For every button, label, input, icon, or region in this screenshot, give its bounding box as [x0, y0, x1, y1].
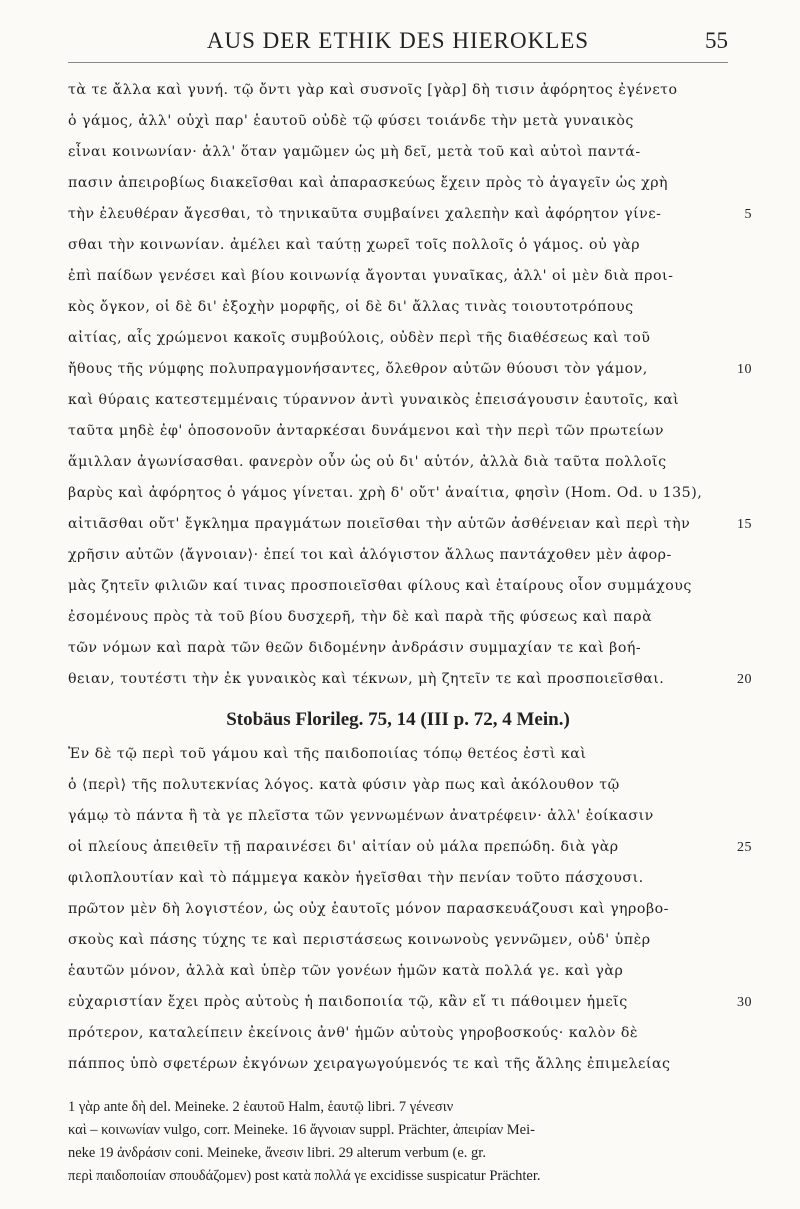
line-text: χρῆσιν αὐτῶν ⟨ἄγνοιαν⟩· ἐπεί τοι καὶ ἀλόγιστον ἄλλως παντάχοθεν μὲν ἀφορ-	[68, 547, 672, 563]
line-number: 15	[737, 517, 752, 532]
line-text: τὴν ἐλευθέραν ἄγεσθαι, τὸ τηνικαῦτα συμβαίνει χαλεπὴν καὶ ἀφόρητον γίνε-	[68, 206, 662, 222]
text-line	[68, 987, 752, 1018]
line-text: ἅμιλλαν ἀγωνίσασθαι. φανερὸν οὖν ὡς οὐ δι' αὑτόν, ἀλλὰ διὰ ταῦτα πολλοῖς	[68, 454, 667, 470]
line-text: θειαν, τουτέστι τὴν ἐκ γυναικὸς καὶ τέκνων, μὴ ζητεῖν τε καὶ προσποιεῖσθαι.	[68, 671, 665, 687]
line-number: 30	[737, 995, 752, 1010]
line-text: πάππος ὑπὸ σφετέρων ἐκγόνων χειραγωγούμενός τε καὶ τῆς ἄλλης ἐπιμελείας	[68, 1056, 671, 1072]
text-line	[68, 1049, 728, 1080]
line-text: πασιν ἀπειροβίως διακεῖσθαι καὶ ἀπαρασκεύως ἔχειν πρὸς τὸ ἀγαγεῖν ὡς χρὴ	[68, 175, 669, 191]
section-heading: Stobäus Florileg. 75, 14 (III p. 72, 4 Mein.)	[226, 709, 570, 730]
line-text: αἰτίας, αἷς χρώμενοι κακοῖς συμβούλοις, οὐδὲν περὶ τῆς διαθέσεως καὶ τοῦ	[68, 330, 651, 346]
text-line	[68, 292, 728, 323]
text-line	[68, 925, 728, 956]
line-text: σθαι τὴν κοινωνίαν. ἀμέλει καὶ ταύτῃ χωρεῖ τοῖς πολλοῖς ὁ γάμος. οὐ γὰρ	[68, 237, 641, 253]
line-number: 20	[737, 672, 752, 687]
text-line	[68, 770, 728, 801]
text-line	[68, 137, 728, 168]
line-text: εἶναι κοινωνίαν· ἀλλ' ὅταν γαμῶμεν ὡς μὴ δεῖ, μετὰ τοῦ καὶ αὐτοὶ παντά-	[68, 144, 641, 160]
footnote-line: neke 19 ἀνδράσιν coni. Meineke, ἄνεσιν libri. 29 alterum verbum (e. gr.	[68, 1145, 486, 1161]
line-text: γάμῳ τὸ πάντα ἢ τὰ γε πλεῖστα τῶν γεννωμένων ἀνατρέφειν· ἀλλ' ἐοίκασιν	[68, 808, 654, 824]
text-line	[68, 230, 728, 261]
text-line	[68, 1018, 728, 1049]
text-line	[68, 323, 728, 354]
text-line	[68, 75, 728, 106]
line-text: βαρὺς καὶ ἀφόρητος ὁ γάμος γίνεται. χρὴ δ' οὔτ' ἀναίτια, φησὶν (Hom. Od. υ 135),	[68, 485, 703, 501]
text-line	[68, 168, 728, 199]
line-number: 10	[737, 362, 752, 377]
line-text: ὁ ⟨περὶ⟩ τῆς πολυτεκνίας λόγος. κατὰ φύσιν γὰρ πως καὶ ἀκόλουθον τῷ	[68, 777, 620, 793]
text-line	[68, 416, 728, 447]
text-line	[68, 385, 728, 416]
page-number: 55	[705, 28, 728, 53]
line-text: τῶν νόμων καὶ παρὰ τῶν θεῶν διδομένην ἀνδράσιν συμμαχίαν τε καὶ βοή-	[68, 640, 642, 656]
running-title: AUS DER ETHIK DES HIEROKLES	[206, 28, 590, 53]
text-line	[68, 447, 728, 478]
text-line	[68, 509, 752, 540]
text-line	[68, 801, 728, 832]
greek-text-block-1	[68, 75, 752, 695]
line-text: ὁ γάμος, ἀλλ' οὐχὶ παρ' ἑαυτοῦ οὐδὲ τῷ φύσει τοιάνδε τὴν μετὰ γυναικὸς	[68, 113, 634, 129]
text-line	[68, 894, 728, 925]
text-line	[68, 571, 728, 602]
footnote-line: καὶ – κοινωνίαν vulgo, corr. Meineke. 16 ἄγνοιαν suppl. Prächter, ἀπειρίαν Mei-	[68, 1122, 535, 1138]
footnote-line: περὶ παιδοποιίαν σπουδάζομεν) post κατὰ πολλά γε excidisse suspicatur Prächter.	[68, 1168, 541, 1184]
text-line	[68, 106, 728, 137]
running-head	[68, 28, 728, 63]
line-text: οἱ πλείους ἀπειθεῖν τῇ παραινέσει δι' αἰτίαν οὐ μάλα πρεπώδη. διὰ γὰρ	[68, 839, 619, 855]
text-line	[68, 863, 728, 894]
text-line	[68, 540, 728, 571]
text-line	[68, 664, 752, 695]
line-text: μὰς ζητεῖν φιλιῶν καί τινας προσποιεῖσθαι φίλους καὶ ἑταίρους οἷον συμμάχους	[68, 578, 692, 594]
line-text: ἤθους τῆς νύμφης πολυπραγμονήσαντες, ὄλεθρον αὐτῶν θύουσι τὸν γάμον,	[68, 361, 648, 377]
line-number: 5	[744, 207, 752, 222]
line-text: κὸς ὄγκον, οἱ δὲ δι' ἐξοχὴν μορφῆς, οἱ δὲ δι' ἄλλας τινὰς τοιουτοτρόπους	[68, 299, 634, 315]
text-line	[68, 354, 752, 385]
line-text: ἑαυτῶν μόνον, ἀλλὰ καὶ ὑπὲρ τῶν γονέων ἡμῶν κατὰ πολλά γε. καὶ γὰρ	[68, 963, 624, 979]
line-text: πρότερον, καταλείπειν ἐκείνοις ἀνθ' ἡμῶν αὐτοὺς γηροβοσκούς· καλὸν δὲ	[68, 1025, 638, 1041]
line-number: 25	[737, 840, 752, 855]
text-line	[68, 199, 752, 230]
text-line	[68, 956, 728, 987]
line-text: ἐσομένους πρὸς τὰ τοῦ βίου δυσχερῆ, τὴν δὲ καὶ παρὰ τῆς φύσεως καὶ παρὰ	[68, 609, 653, 625]
greek-text-block-2	[68, 739, 752, 1080]
line-text: σκοὺς καὶ πάσης τύχης τε καὶ περιστάσεως κοινωνοὺς γεννῶμεν, οὐδ' ὑπὲρ	[68, 932, 651, 948]
line-text: ταῦτα μηδὲ ἐφ' ὁποσονοῦν ἀνταρκέσαι δυνάμενοι καὶ τὴν περὶ τῶν πρωτείων	[68, 423, 664, 439]
text-line	[68, 478, 728, 509]
text-line	[68, 261, 728, 292]
text-line	[68, 739, 728, 770]
footnotes	[68, 1096, 728, 1188]
line-text: ἐπὶ παίδων γενέσει καὶ βίου κοινωνίᾳ ἄγονται γυναῖκας, ἀλλ' οἱ μὲν διὰ προι-	[68, 268, 674, 284]
text-line	[68, 602, 728, 633]
text-line	[68, 633, 728, 664]
footnote-line: 1 γὰρ ante δὴ del. Meineke. 2 ἑαυτοῦ Halm, ἑαυτῷ libri. 7 γένεσιν	[68, 1099, 454, 1115]
line-text: εὐχαριστίαν ἔχει πρὸς αὐτοὺς ἡ παιδοποιία τῷ, κἂν εἴ τι πάθοιμεν ἡμεῖς	[68, 994, 628, 1010]
book-page	[68, 28, 752, 1188]
line-text: πρῶτον μὲν δὴ λογιστέον, ὡς οὐχ ἑαυτοῖς μόνον παρασκευάζουσι καὶ γηροβο-	[68, 901, 669, 917]
line-text: Ἐν δὲ τῷ περὶ τοῦ γάμου καὶ τῆς παιδοποιίας τόπῳ θετέος ἐστὶ καὶ	[68, 746, 587, 762]
line-text: καὶ θύραις κατεστεμμέναις τύραννον ἀντὶ γυναικὸς ἐπεισάγουσιν ἑαυτοῖς, καὶ	[68, 392, 680, 408]
line-text: τὰ τε ἄλλα καὶ γυνή. τῷ ὄντι γὰρ καὶ συσνοῖς [γὰρ] δὴ τισιν ἀφόρητος ἐγένετο	[68, 82, 678, 98]
line-text: αἰτιᾶσθαι οὔτ' ἔγκλημα πραγμάτων ποιεῖσθαι τὴν αὑτῶν ἀσθένειαν καὶ περὶ τὴν	[68, 516, 691, 532]
text-line	[68, 832, 752, 863]
line-text: φιλοπλουτίαν καὶ τὸ πάμμεγα κακὸν ἡγεῖσθαι τὴν πενίαν τοῦτο πάσχουσι.	[68, 870, 644, 886]
